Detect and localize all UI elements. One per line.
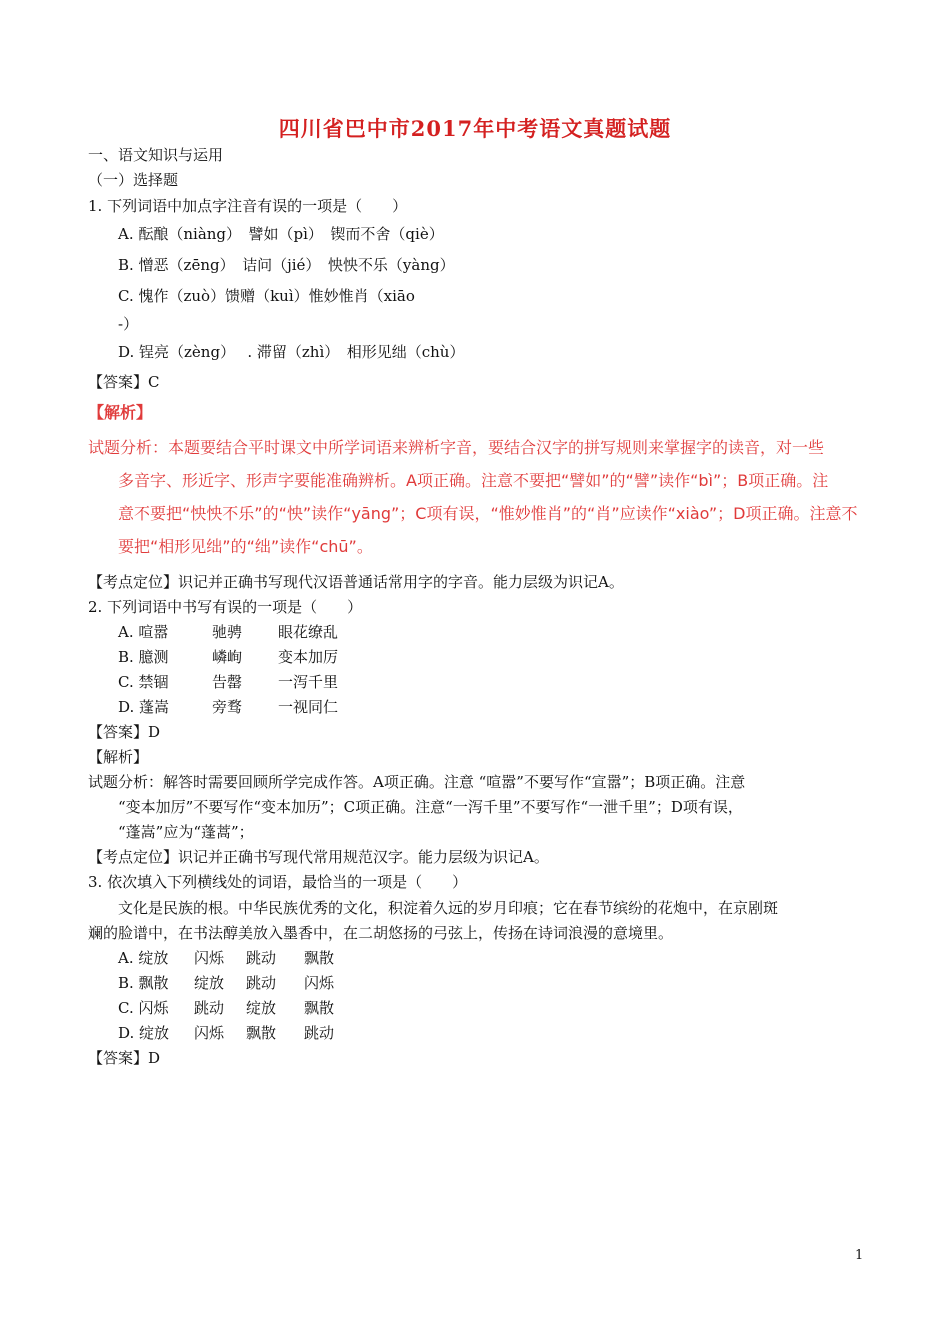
q3-option-word: 绽放 — [246, 999, 277, 1017]
q1-analysis-line: 试题分析：本题要结合平时课文中所学词语来辨析字音，要结合汉字的拼写规则来掌握字的读音，对一些 — [88, 438, 825, 457]
q1-kaodian: 【考点定位】识记并正确书写现代汉语普通话常用字的字音。能力层级为识记A。 — [88, 573, 624, 591]
q2-option-word: C. 禁锢 — [118, 673, 169, 691]
q2-option-word: A. 喧嚣 — [118, 623, 169, 641]
q2-option-b — [118, 647, 338, 667]
q3-option-word: 跳动 — [246, 949, 277, 967]
q1-analysis-label: 【解析】 — [88, 403, 153, 422]
q1-stem: 1. 下列词语中加点字注音有误的一项是（ ） — [88, 197, 408, 215]
q3-option-word: A. 绽放 — [118, 949, 169, 967]
q2-option-word: 旁骛 — [212, 698, 243, 716]
q3-option-word: 闪烁 — [304, 974, 335, 992]
q2-option-d — [118, 697, 338, 717]
q3-option-word: B. 飘散 — [118, 974, 169, 992]
q2-option-c — [118, 672, 338, 692]
q2-analysis-label: 【解析】 — [88, 748, 149, 766]
q3-option-word: 飘散 — [304, 999, 335, 1017]
q2-analysis-line: “变本加厉”不要写作“变本加历”；C项正确。注意“一泻千里”不要写作“一泄千里”；D项有误， — [118, 798, 743, 816]
q3-option-c — [118, 998, 334, 1018]
section-heading: 一、语文知识与运用 — [88, 146, 224, 164]
q2-option-word: 眼花缭乱 — [278, 623, 339, 641]
q3-option-word: 跳动 — [246, 974, 277, 992]
q1-analysis-line: 要把“相形见绌”的“绌”读作“chū”。 — [118, 537, 373, 556]
q3-option-d — [118, 1023, 334, 1043]
q1-option-b: B. 憎恶（zēng） 诘问（jié） 怏怏不乐（yàng） — [118, 256, 455, 274]
q3-option-word: 绽放 — [194, 974, 225, 992]
q2-option-word: 一视同仁 — [278, 698, 339, 716]
q3-option-word: 跳动 — [194, 999, 225, 1017]
q2-analysis-line: “蓬嵩”应为“蓬蒿”； — [118, 823, 254, 841]
q2-option-word: 驰骋 — [212, 623, 243, 641]
q2-option-word: B. 臆测 — [118, 648, 169, 666]
q2-option-word: D. 蓬嵩 — [118, 698, 170, 716]
q1-option-a: A. 酝酿（niàng） 譬如（pì） 锲而不舍（qiè） — [118, 225, 444, 243]
q2-option-word: 变本加厉 — [278, 648, 339, 666]
q3-option-word: C. 闪烁 — [118, 999, 169, 1017]
q3-option-word: 闪烁 — [194, 1024, 225, 1042]
q3-option-word: 跳动 — [304, 1024, 335, 1042]
subsection-heading: （一）选择题 — [88, 171, 179, 189]
q3-option-word: 闪烁 — [194, 949, 225, 967]
q2-answer: 【答案】D — [88, 723, 161, 741]
q2-kaodian: 【考点定位】识记并正确书写现代常用规范汉字。能力层级为识记A。 — [88, 848, 549, 866]
q1-answer: 【答案】C — [88, 373, 160, 391]
q2-stem: 2. 下列词语中书写有误的一项是（ ） — [88, 598, 363, 616]
q3-option-word: D. 绽放 — [118, 1024, 170, 1042]
q2-option-word: 告罄 — [212, 673, 243, 691]
page-number: 1 — [855, 1248, 864, 1263]
q1-analysis-line: 意不要把“怏怏不乐”的“怏”读作“yāng”；C项有误，“惟妙惟肖”的“肖”应读作“xiào”；D项正确。注意不 — [118, 504, 858, 523]
q1-analysis-line: 多音字、形近字、形声字要能准确辨析。A项正确。注意不要把“譬如”的“譬”读作“bì”；B项正确。注 — [118, 471, 829, 490]
page-title: 四川省巴中市2017年中考语文真题试题 — [278, 116, 672, 141]
q1-option-d: D. 锃亮（zèng） . 滞留（zhì） 相形见绌（chù） — [118, 343, 465, 361]
q2-option-word: 嶙峋 — [212, 648, 243, 666]
q3-passage: 文化是民族的根。中华民族优秀的文化，积淀着久远的岁月印痕；它在春节缤纷的花炮中，在京剧斑 — [118, 899, 779, 917]
q3-option-a — [118, 948, 334, 968]
q3-option-word: 飘散 — [246, 1024, 277, 1042]
q2-option-a — [118, 622, 338, 642]
q2-analysis-line: 试题分析：解答时需要回顾所学完成作答。A项正确。注意 “喧嚣”不要写作“宣嚣”；B项正确。注意 — [88, 773, 746, 791]
q1-option-c-cont: -） — [118, 315, 139, 333]
q3-stem: 3. 依次填入下列横线处的词语，最恰当的一项是（ ） — [88, 873, 468, 891]
q3-option-word: 飘散 — [304, 949, 335, 967]
q3-passage-cont: 斓的脸谱中，在书法醇美放入墨香中，在二胡悠扬的弓弦上，传扬在诗词浪漫的意境里。 — [88, 924, 674, 942]
q2-option-word: 一泻千里 — [278, 673, 339, 691]
q3-option-b — [118, 973, 334, 993]
q1-option-c: C. 愧作（zuò）馈赠（kuì）惟妙惟肖（xiāo — [118, 287, 415, 305]
q3-answer: 【答案】D — [88, 1049, 161, 1067]
